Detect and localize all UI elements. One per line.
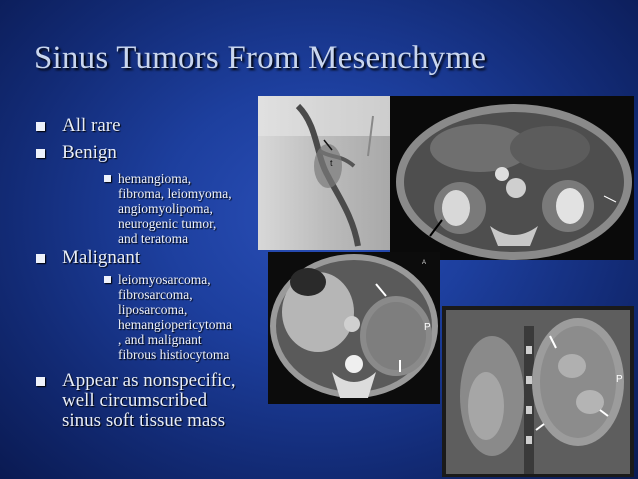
- bullet-malignant: Malignant: [62, 248, 140, 268]
- ct-label: P: [424, 322, 431, 333]
- mri-coronal-image: [442, 306, 634, 477]
- slide-title: Sinus Tumors From Mesenchyme: [34, 40, 487, 76]
- bullet-square-icon: [36, 149, 45, 158]
- bullet-square-icon: [104, 175, 111, 182]
- bullet-benign: Benign: [62, 143, 117, 163]
- urogram-image: [258, 96, 392, 250]
- bullet-appear: Appear as nonspecific, well circumscribed sinus soft tissue mass: [62, 371, 236, 431]
- malignant-subitem: leiomyosarcoma, fibrosarcoma, liposarcoma, hemangiopericytoma , and malignant fibrous histiocytoma: [118, 272, 232, 362]
- ct-axial-image-2: [268, 252, 440, 404]
- bullet-square-icon: [36, 122, 45, 131]
- benign-subitem: hemangioma, fibroma, leiomyoma, angiomyolipoma, neurogenic tumor, and teratoma: [118, 171, 232, 246]
- mri-label: P: [616, 374, 623, 385]
- ct-axial-image-1: [390, 96, 634, 260]
- bullet-square-icon: [36, 377, 45, 386]
- bullet-square-icon: [36, 254, 45, 263]
- bullet-square-icon: [104, 276, 111, 283]
- bullet-all-rare: All rare: [62, 116, 121, 136]
- svg-text:A: A: [422, 260, 427, 266]
- urogram-label: t: [330, 158, 333, 168]
